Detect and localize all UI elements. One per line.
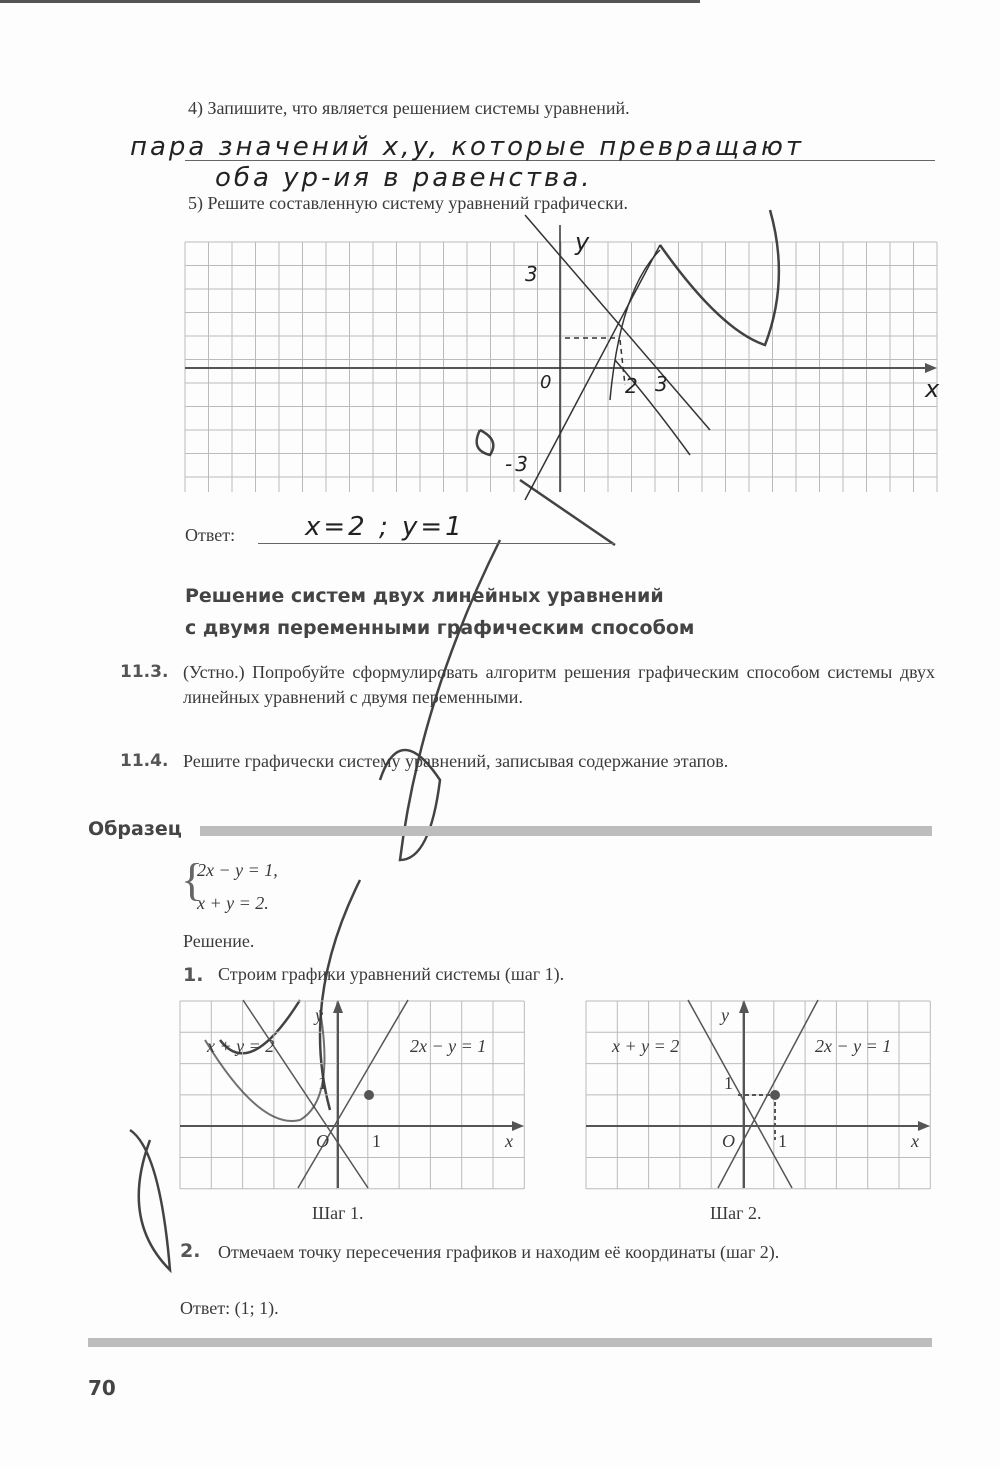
- graph1-tick-y1: 1: [318, 1073, 327, 1093]
- graph2-label-left: x + y = 2: [612, 1036, 680, 1056]
- graph2-origin: O: [722, 1131, 735, 1151]
- answer-label: Ответ:: [185, 525, 236, 545]
- graph1-label-right: 2x − y = 1: [410, 1036, 487, 1056]
- graph1-origin: O: [316, 1131, 329, 1151]
- step2-text: Отмечаем точку пересечения графиков и находим её координаты (шаг 2).: [218, 1242, 780, 1262]
- step2-intersection-point: [770, 1090, 780, 1100]
- exercise-11-4-text: Решите графически систему уравнений, записывая содержание этапов.: [183, 751, 729, 771]
- graph2-tick-x1: 1: [778, 1131, 787, 1151]
- step1-text: Строим графики уравнений системы (шаг 1).: [218, 964, 565, 984]
- handwritten-answer: x=2 ; y=1: [305, 512, 465, 542]
- graph2-label-right: 2x − y = 1: [815, 1036, 892, 1056]
- task5-question: 5) Решите составленную систему уравнений графически.: [188, 193, 628, 213]
- step1-intersection-point: [364, 1090, 374, 1100]
- task4-question: 4) Запишите, что является решением системы уравнений.: [188, 98, 630, 118]
- graph2-tick-y1: 1: [724, 1073, 733, 1093]
- section-heading-line2: с двумя переменными графическим способом: [185, 617, 695, 639]
- origin-label: 0: [540, 372, 555, 393]
- caption-step1: Шаг 1.: [312, 1203, 364, 1223]
- caption-step2: Шаг 2.: [710, 1203, 762, 1223]
- graph1-axis-y: y: [315, 1005, 323, 1025]
- tick-y-neg3: -3: [505, 452, 531, 476]
- bottom-bar: [88, 1338, 932, 1347]
- exercise-11-3-text: (Устно.) Попробуйте сформулировать алгоритм решения графическим способом системы двух линейных уравнений с двумя переменными.: [183, 662, 935, 707]
- tick-x2: 2: [625, 374, 641, 398]
- exercise-number-11-4: 11.4.: [120, 751, 169, 771]
- solution-label: Решение.: [183, 931, 255, 951]
- sample-title: Образец: [88, 818, 182, 840]
- system-brace: {: [181, 854, 204, 905]
- step1-lines: [243, 1000, 408, 1188]
- sample-eq1: 2x − y = 1,: [197, 860, 278, 880]
- tick-y3: 3: [525, 262, 541, 286]
- exercise-number-11-3: 11.3.: [120, 662, 169, 682]
- graph1-label-left: x + y = 2: [207, 1036, 275, 1056]
- section-heading-line1: Решение систем двух линейных уравнений: [185, 585, 664, 607]
- axis-x-label: x: [925, 375, 943, 403]
- sample-answer: Ответ: (1; 1).: [180, 1298, 279, 1318]
- handwritten-answer-line2: оба ур-ия в равенства.: [215, 163, 593, 193]
- sample-eq2: x + y = 2.: [197, 893, 269, 913]
- axis-y-label: y: [575, 228, 593, 256]
- scribble-mark: [205, 1010, 325, 1121]
- page-number: 70: [88, 1376, 116, 1400]
- graph2-axis-x: x: [911, 1131, 919, 1151]
- handwritten-answer-line1: пара значений x,y, которые превращают: [130, 132, 805, 162]
- graph1-axis-x: x: [505, 1131, 513, 1151]
- tick-x3: 3: [655, 372, 671, 396]
- graph1-tick-x1: 1: [372, 1131, 381, 1151]
- step1-number: 1.: [183, 964, 204, 986]
- graph2-axis-y: y: [721, 1005, 729, 1025]
- step2-number: 2.: [180, 1240, 201, 1262]
